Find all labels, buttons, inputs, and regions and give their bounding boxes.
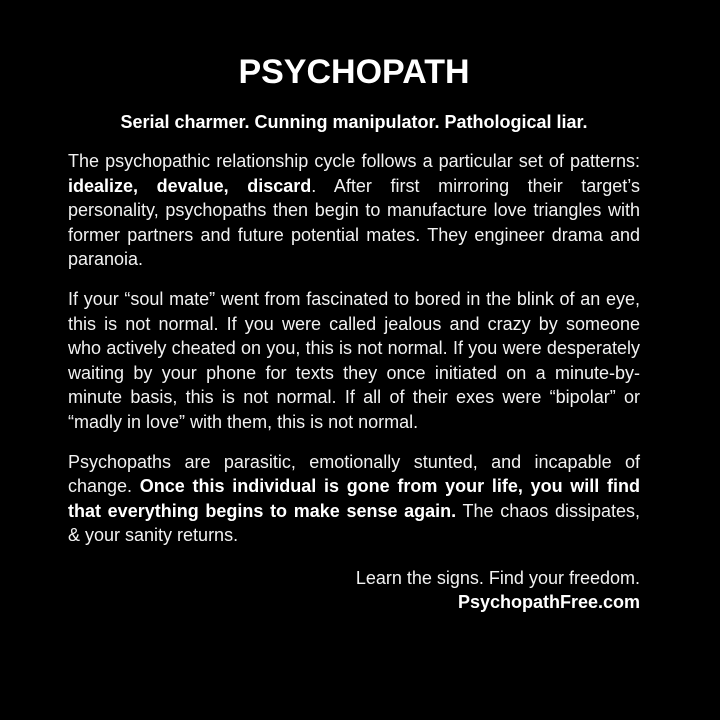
paragraph-conclusion-text-c: The chaos dissipates, & your sanity returns. <box>68 500 640 546</box>
paragraph-cycle <box>68 149 640 272</box>
footer-website: PsychopathFree.com <box>457 591 640 612</box>
poster-title: PSYCHOPATH <box>238 53 470 91</box>
paragraph-conclusion-text-a: Psychopaths are parasitic, emotionally stunted, and incapable of change. <box>68 451 640 497</box>
paragraph-conclusion-emphasis: Once this individual is gone from your life, you will find that everything begins to make sense again. <box>68 476 640 521</box>
footer <box>68 566 640 614</box>
paragraph-not-normal: If your “soul mate” went from fascinated to bored in the blink of an eye, this is not normal. If you were called jealous and crazy by someone who actively cheated on you, this is not normal. If you were desperately waiting by your phone for texts they once initiated on a minute-by-minute basis, this is not normal. If all of their exes were “bipolar” or “madly in love” with them, this is not normal. <box>68 288 640 432</box>
paragraph-cycle-text-a: The psychopathic relationship cycle follows a particular set of patterns: <box>68 151 640 171</box>
footer-tagline: Learn the signs. Find your freedom. <box>355 567 640 588</box>
poster-subtitle: Serial charmer. Cunning manipulator. Pathological liar. <box>120 112 588 132</box>
poster <box>68 52 640 614</box>
paragraph-conclusion <box>68 450 640 548</box>
paragraph-cycle-emphasis: idealize, devalue, discard <box>68 175 312 196</box>
paragraph-cycle-text-c: . After first mirroring their target’s personality, psychopaths then begin to manufacture love triangles with former partners and future potential mates. They engineer drama and paranoia. <box>68 175 640 270</box>
